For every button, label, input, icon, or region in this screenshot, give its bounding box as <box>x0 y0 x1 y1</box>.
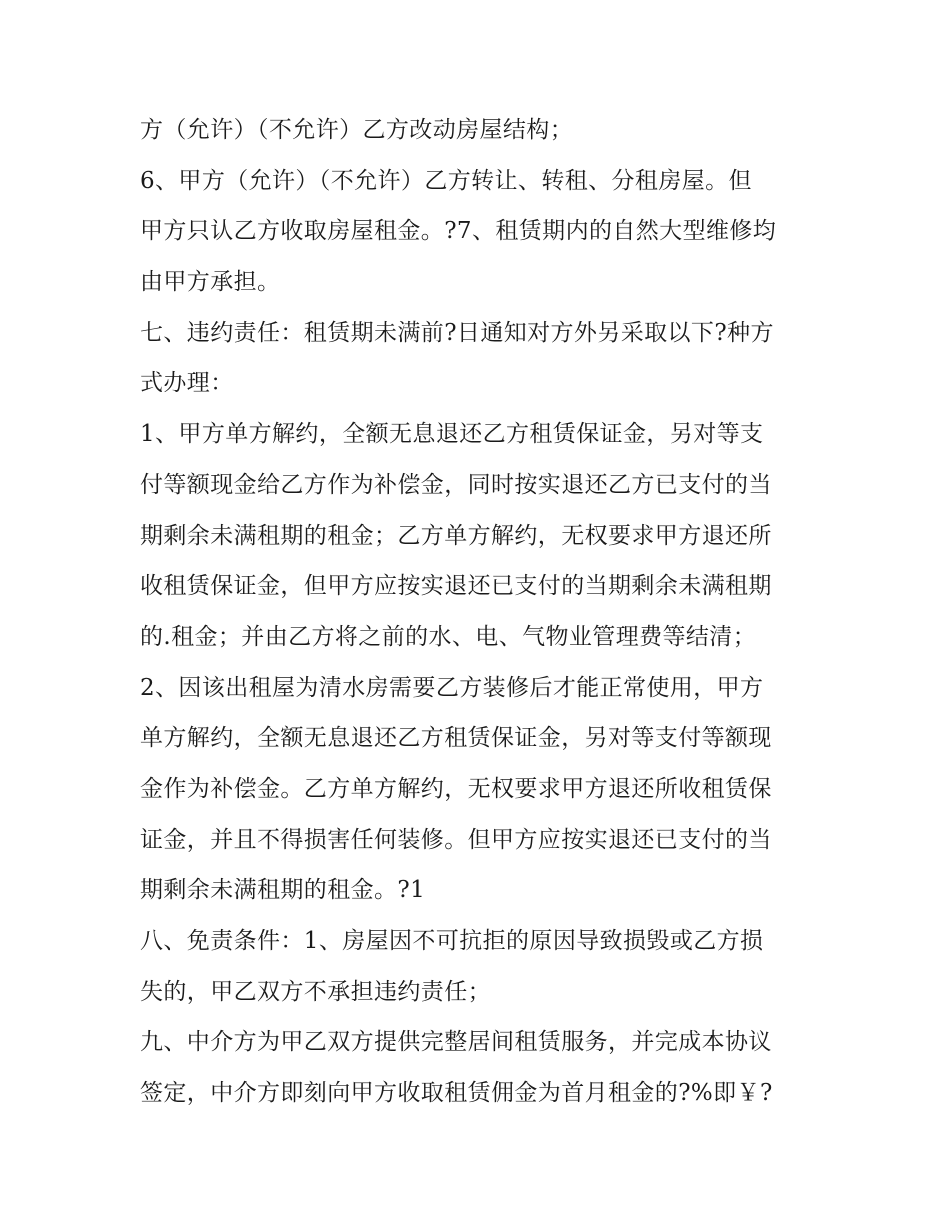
text-line: 八、免责条件：1、房屋因不可抗拒的原因导致损毁或乙方损 <box>140 928 764 954</box>
text-line: 由甲方承担。 <box>140 269 281 296</box>
text-line: 甲方只认乙方收取房屋租金。?7、租赁期内的自然大型维修均 <box>140 218 777 245</box>
text-line: 失的，甲乙双方不承担违约责任； <box>140 978 491 1005</box>
text-line: 金作为补偿金。乙方单方解约，无权要求甲方退还所收租赁保 <box>140 775 772 802</box>
text-line: 6、甲方（允许）（不允许）乙方转让、转租、分租房屋。但 <box>140 167 752 194</box>
text-line: 方（允许）（不允许）乙方改动房屋结构； <box>140 117 574 143</box>
text-line: 证金，并且不得损害任何装修。但甲方应按实退还已支付的当 <box>140 826 772 853</box>
text-line: 七、违约责任：租赁期未满前?日通知对方外另采取以下?种方 <box>140 319 774 346</box>
contract-body <box>140 105 820 1119</box>
text-line: 1、甲方单方解约，全额无息退还乙方租赁保证金，另对等支 <box>140 421 764 448</box>
text-line: 签定，中介方即刻向甲方收取租赁佣金为首月租金的?%即￥? <box>140 1080 773 1107</box>
text-line: 收租赁保证金，但甲方应按实退还已支付的当期剩余未满租期 <box>140 573 772 600</box>
text-line: 九、中介方为甲乙双方提供完整居间租赁服务，并完成本协议 <box>140 1029 772 1056</box>
text-line: 式办理： <box>140 370 234 397</box>
text-line: 2、因该出租屋为清水房需要乙方装修后才能正常使用，甲方 <box>140 674 764 701</box>
text-line: 期剩余未满租期的租金。?1 <box>140 877 426 904</box>
text-line: 单方解约，全额无息退还乙方租赁保证金，另对等支付等额现 <box>140 725 772 752</box>
text-line: 付等额现金给乙方作为补偿金，同时按实退还乙方已支付的当 <box>140 471 772 498</box>
text-line: 期剩余未满租期的租金；乙方单方解约，无权要求甲方退还所 <box>140 522 772 549</box>
text-line: 的.租金；并由乙方将之前的水、电、气物业管理费等结清； <box>140 623 757 650</box>
